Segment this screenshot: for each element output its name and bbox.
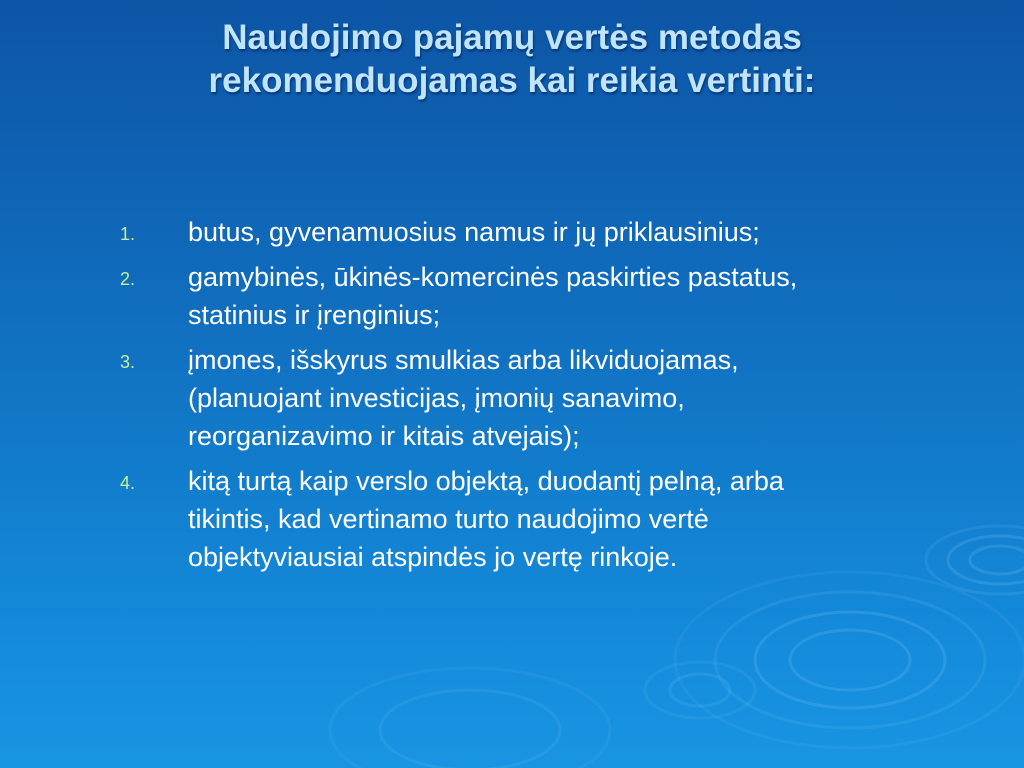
numbered-list: [0, 213, 1024, 583]
list-item-line: gamybinės, ūkinės-komercinės paskirties pastatus,: [188, 262, 798, 292]
list-item-line: objektyviausiai atspindės jo vertę rinkoje.: [188, 542, 678, 572]
list-number: 2.: [120, 269, 136, 289]
list-number: 3.: [120, 352, 136, 372]
list-item-1: [0, 213, 1024, 251]
list-number: 1.: [120, 224, 136, 244]
list-item-line: įmones, išskyrus smulkias arba likviduojamas,: [188, 345, 739, 375]
list-item-line: tikintis, kad vertinamo turto naudojimo vertė: [188, 504, 709, 534]
list-item-line: (planuojant investicijas, įmonių sanavimo,: [188, 383, 685, 413]
list-item-line: reorganizavimo ir kitais atvejais);: [188, 421, 580, 451]
list-item-line: statinius ir įrenginius;: [188, 300, 441, 330]
slide-title-line-1: Naudojimo pajamų vertės metodas: [222, 18, 802, 57]
list-item-text: [188, 462, 988, 576]
slide-title-line-2: rekomenduojamas kai reikia vertinti:: [208, 61, 816, 100]
list-item-text: [188, 258, 988, 334]
list-item-3: [0, 341, 1024, 455]
slide-title: [0, 16, 1024, 102]
list-item-text: [188, 341, 988, 455]
list-item-line: kitą turtą kaip verslo objektą, duodantį pelną, arba: [188, 466, 784, 496]
list-number: 4.: [120, 473, 136, 493]
list-item-4: [0, 462, 1024, 576]
list-item-2: [0, 258, 1024, 334]
list-item-text: [188, 213, 988, 251]
list-item-line: butus, gyvenamuosius namus ir jų priklausinius;: [188, 217, 760, 247]
